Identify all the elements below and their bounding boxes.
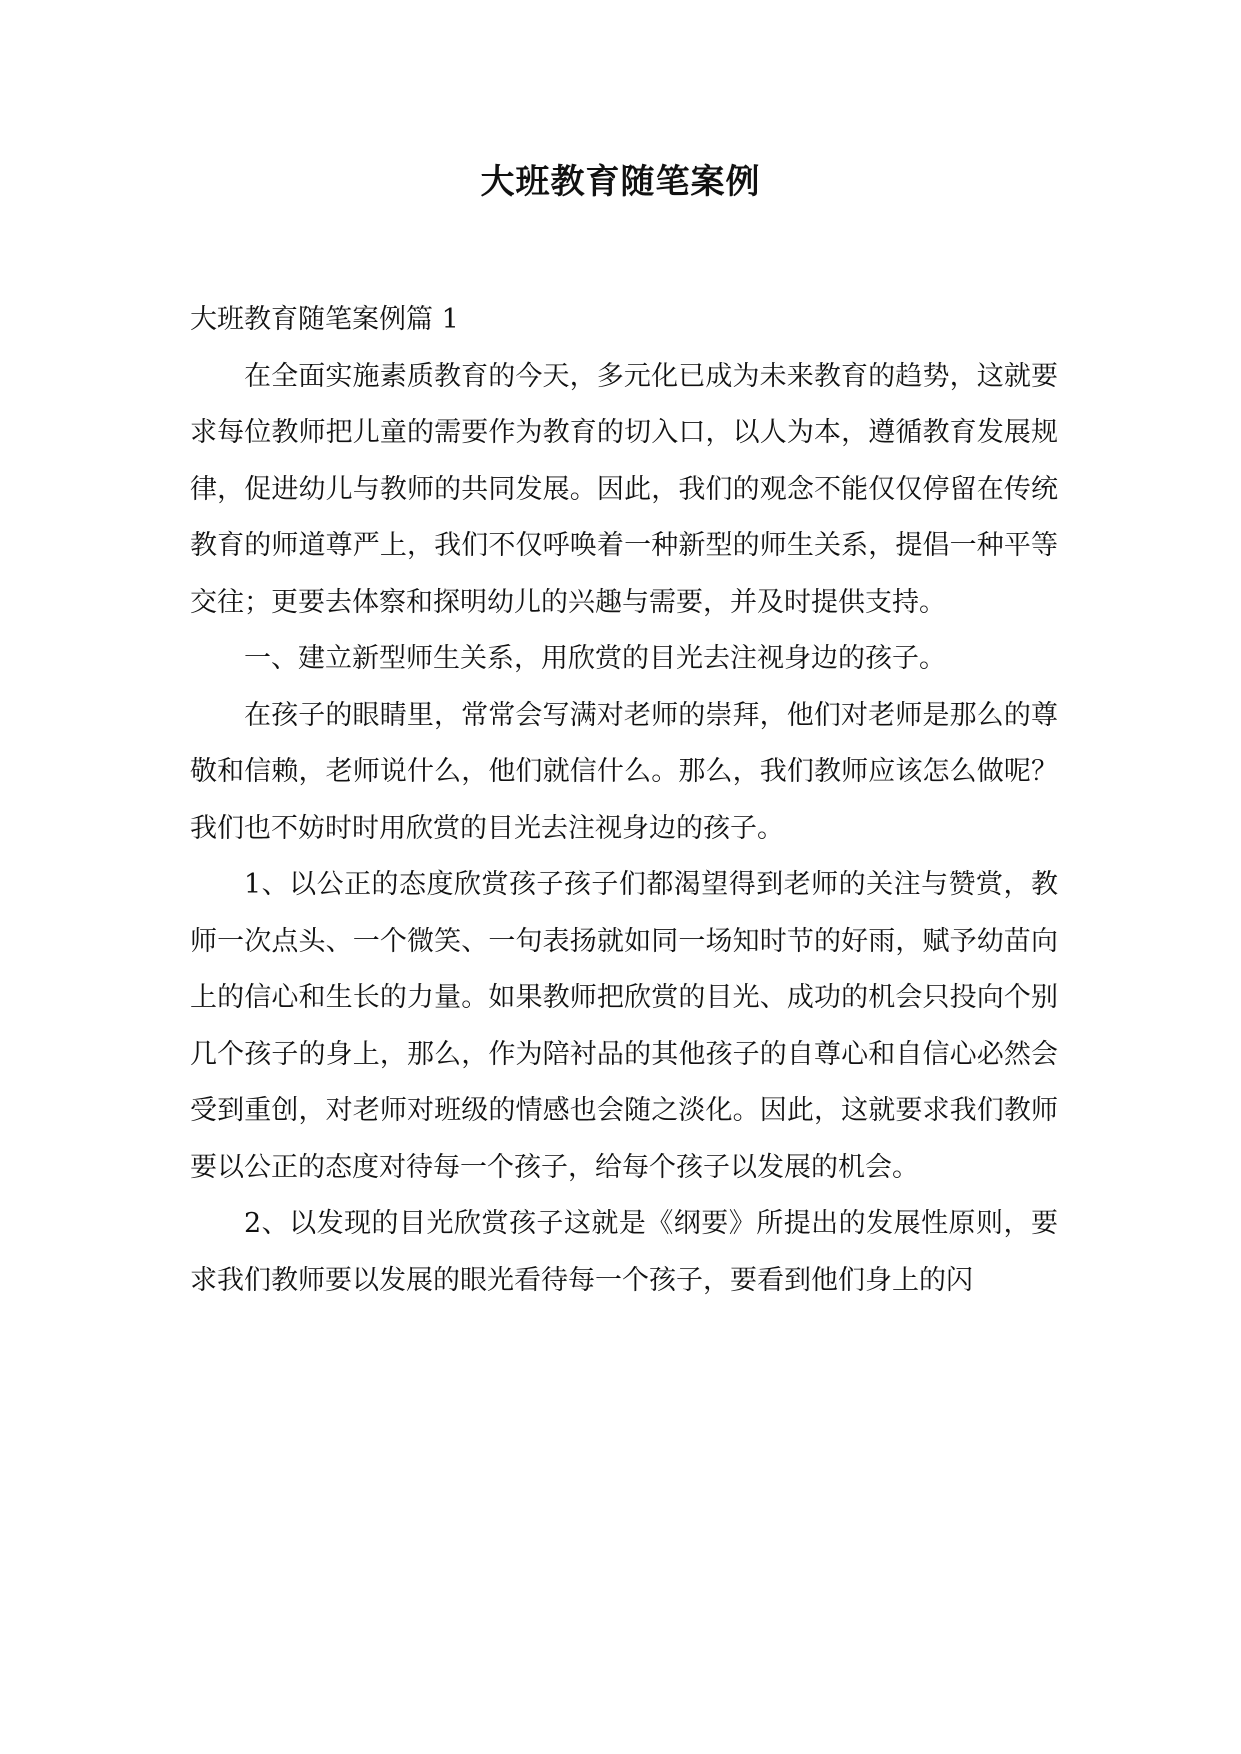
paragraph-heading-one: 一、建立新型师生关系，用欣赏的目光去注视身边的孩子。	[244, 643, 946, 674]
page-title: 大班教育随笔案例	[480, 162, 761, 202]
paragraph-intro: 在全面实施素质教育的今天，多元化已成为未来教育的趋势，这就要求每位教师把儿童的需要作为教育的切入口，以人为本，遵循教育发展规律，促进幼儿与教师的共同发展。因此，我们的观念不能仅仅停留在传统教育的师道尊严上，我们不仅呼唤着一种新型的师生关系，提倡一种平等交往；更要去体察和探明幼儿的兴趣与需要，并及时提供支持。	[190, 360, 1058, 618]
paragraph-point-two: 2、以发现的目光欣赏孩子这就是《纲要》所提出的发展性原则，要求我们教师要以发展的眼光看待每一个孩子，要看到他们身上的闪	[190, 1208, 1058, 1296]
paragraph-point-one: 1、以公正的态度欣赏孩子孩子们都渴望得到老师的关注与赞赏，教师一次点头、一个微笑、一句表扬就如同一场知时节的好雨，赋予幼苗向上的信心和生长的力量。如果教师把欣赏的目光、成功的机会只投向个别几个孩子的身上，那么，作为陪衬品的其他孩子的自尊心和自信心必然会受到重创，对老师对班级的情感也会随之淡化。因此，这就要求我们教师要以公正的态度对待每一个孩子，给每个孩子以发展的机会。	[190, 869, 1058, 1183]
document-body	[190, 292, 1058, 1309]
paragraph-admiration: 在孩子的眼睛里，常常会写满对老师的崇拜，他们对老师是那么的尊敬和信赖，老师说什么，他们就信什么。那么，我们教师应该怎么做呢？我们也不妨时时用欣赏的目光去注视身边的孩子。	[190, 699, 1058, 844]
section-heading: 大班教育随笔案例篇 1	[190, 304, 459, 335]
